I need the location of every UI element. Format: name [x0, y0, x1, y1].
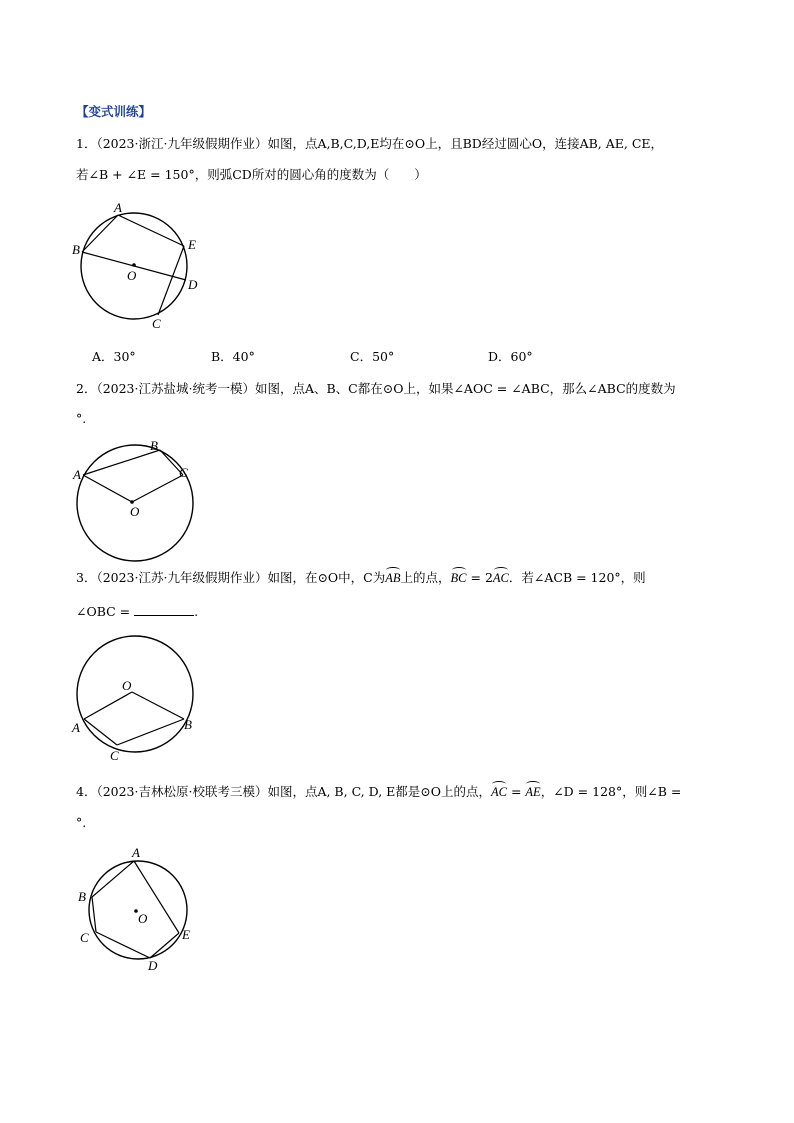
q4-arc-ac: AC [491, 785, 507, 799]
q1-figure [72, 198, 212, 338]
q2-label-b: B [150, 438, 158, 453]
q3-eq: = 2 [466, 570, 493, 585]
q1-label-c: C [152, 316, 161, 331]
q3-line1 [76, 570, 646, 586]
q3-line2 [76, 603, 198, 620]
q3-text-a: 3．（2023·江苏·九年级假期作业）如图，在⊙O中，C为 [76, 570, 386, 585]
section-title: 【变式训练】 [76, 104, 152, 119]
q3-label-b: B [184, 717, 192, 732]
q2-label-c: C [179, 465, 188, 480]
q4-figure [72, 843, 212, 973]
q1-label-d: D [188, 277, 198, 292]
q3-answer-blank[interactable] [134, 603, 194, 616]
q3-arc-bc: BC [450, 571, 467, 585]
q3-label-a: A [72, 720, 80, 735]
q1-line2: 若∠B + ∠E = 150°，则弧CD所对的圆心角的度数为（ ） [76, 167, 427, 182]
q1-option-c[interactable]: C．50° [350, 349, 395, 364]
q2-line2: °. [76, 411, 87, 426]
q3-label-o: O [122, 678, 132, 693]
q2-label-o: O [130, 504, 140, 519]
q4-label-e: E [182, 927, 190, 942]
q1-label-b: B [72, 242, 80, 257]
q1-label-e: E [188, 237, 196, 252]
q1-option-d[interactable]: D．60° [488, 349, 533, 364]
q4-text-a: 4．（2023·吉林松原·校联考三模）如图，点A, B, C, D, E都是⊙O上的点， [76, 784, 492, 799]
q4-line2: °. [76, 815, 87, 830]
q1-label-a: A [114, 200, 122, 215]
q4-label-b: B [78, 889, 86, 904]
q1-option-b[interactable]: B．40° [211, 349, 255, 364]
q1-option-a[interactable]: A．30° [92, 349, 136, 364]
q4-label-o: O [138, 911, 148, 926]
q3-figure [70, 630, 210, 770]
q4-label-a: A [132, 845, 140, 860]
q3-arc-ac: AC [492, 571, 509, 585]
q1-line1: 1．（2023·浙江·九年级假期作业）如图，点A,B,C,D,E均在⊙O上，且BD经过圆心O，连接AB, AE, CE， [76, 136, 664, 151]
q4-text-b: ，∠D = 128°，则∠B = [540, 784, 682, 799]
q2-line1: 2．（2023·江苏盐城·统考一模）如图，点A、B、C都在⊙O上，如果∠AOC = ∠ABC，那么∠ABC的度数为 [76, 381, 676, 396]
q2-figure [70, 438, 210, 568]
q3-label-c: C [110, 748, 119, 763]
q3-period: . [194, 604, 199, 619]
q4-eq: = [507, 784, 526, 799]
q3-angle-obc: ∠OBC = [76, 604, 131, 619]
q4-label-c: C [80, 930, 89, 945]
q4-arc-ae: AE [525, 785, 541, 799]
q3-text-b: 上的点， [400, 570, 451, 585]
q3-text-c: ．若∠ACB = 120°，则 [508, 570, 646, 585]
q1-label-o: O [127, 268, 137, 283]
q4-line1 [76, 784, 681, 800]
q3-arc-ab: AB [385, 571, 401, 585]
q4-label-d: D [148, 958, 158, 973]
q2-label-a: A [73, 467, 81, 482]
